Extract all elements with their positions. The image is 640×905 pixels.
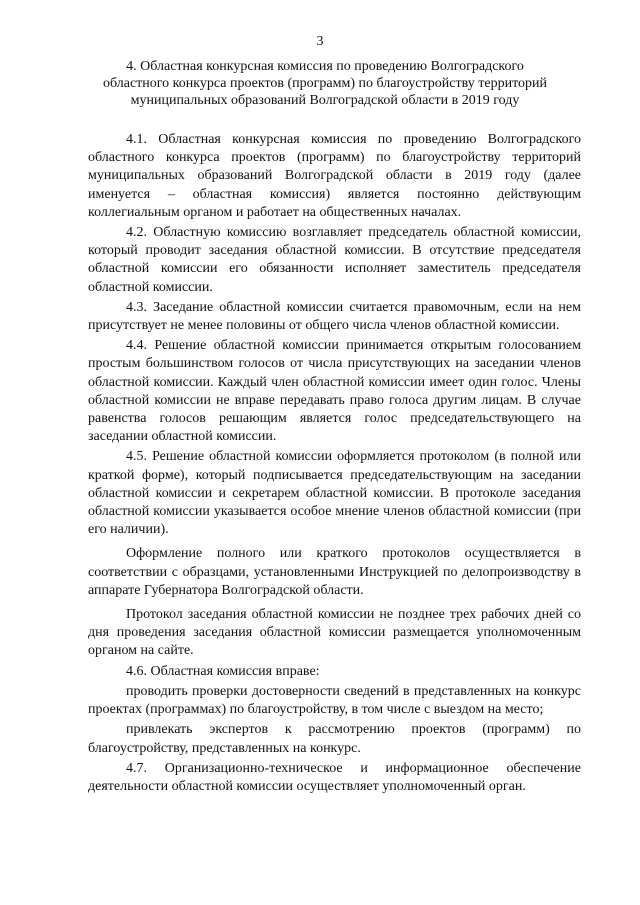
paragraph-4-1: 4.1. Областная конкурсная комиссия по проведению Волгоградского областного конкурса проектов (программ) по благоустройству территорий муниципальных образований Волгоградской области в 2019 году (далее именуется – областная комиссия) является постоянно действующим коллегиальным органом и работает на общественных началах. xyxy=(88,132,581,220)
paragraph-4-3: 4.3. Заседание областной комиссии считается правомочным, если на нем присутствует не менее половины от общего числа членов областной комиссии. xyxy=(88,299,581,334)
list-item-verification: проводить проверки достоверности сведений в представленных на конкурс проектах (программах) по благоустройству, в том числе с выездом на место; xyxy=(88,683,581,718)
paragraph-4-2: 4.2. Областную комиссию возглавляет председатель областной комиссии, который проводит заседания областной комиссии. В отсутствие председателя областной комиссии его обязанности исполняет заместитель председателя областной комиссии. xyxy=(88,225,581,295)
section-heading: 4. Областная конкурсная комиссия по проведению Волгоградского областного конкурса проектов (программ) по благоустройству территорий муниципальных образований Волгоградской области в 2019 году xyxy=(102,59,548,108)
paragraph-4-5: 4.5. Решение областной комиссии оформляется протоколом (в полной или краткой форме), который подписывается председательствующим на заседании областной комиссии и секретарем областной комиссии. В протоколе заседания областной комиссии указывается особое мнение членов областной комиссии (при его наличии). xyxy=(88,449,581,538)
list-item-experts: привлекать экспертов к рассмотрению проектов (программ) по благоустройству, представленных на конкурс. xyxy=(88,722,581,756)
paragraph-4-4: 4.4. Решение областной комиссии принимается открытым голосованием простым большинством голосов от числа присутствующих на заседании членов областной комиссии. Каждый член областной комиссии имеет один голос. Члены областной комиссии не вправе передавать право голоса другим лицам. В случае равенства голосов решающим является голос председательствующего на заседании областной комиссии. xyxy=(88,338,581,445)
paragraph-protocol-publication: Протокол заседания областной комиссии не позднее трех рабочих дней со дня проведения заседания областной комиссии размещается уполномоченным органом на сайте. xyxy=(88,607,581,659)
paragraph-4-7: 4.7. Организационно-техническое и информационное обеспечение деятельности областной комиссии осуществляет уполномоченный орган. xyxy=(88,760,581,794)
paragraph-protocol-format: Оформление полного или краткого протоколов осуществляется в соответствии с образцами, установленными Инструкцией по делопроизводству в аппарате Губернатора Волгоградской области. xyxy=(88,546,581,598)
paragraph-4-6: 4.6. Областная комиссия вправе: xyxy=(126,663,320,679)
page-number: 3 xyxy=(316,34,324,49)
document-body xyxy=(88,131,581,796)
